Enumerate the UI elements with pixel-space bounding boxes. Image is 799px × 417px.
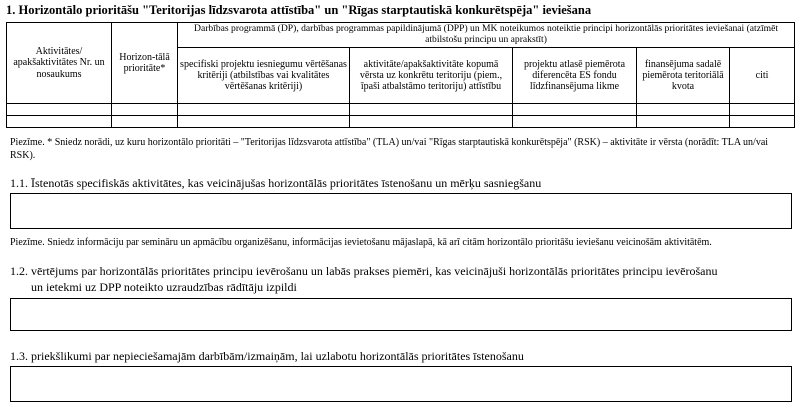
table-cell[interactable] xyxy=(637,104,730,116)
section-1-1-title: 1.1. Īstenotās specifiskās aktivitātes, kas veicinājušas horizontālās prioritātes īstenošanu un mērķu sasniegšanu xyxy=(10,176,542,190)
table-cell[interactable] xyxy=(350,116,513,128)
section-heading: 1. Horizontālo prioritāšu "Teritorijas līdzsvarota attīstība" un "Rīgas starptautiskā konkurētspēja" ieviešana xyxy=(6,3,592,17)
table-row xyxy=(7,116,795,128)
subheader-quota: finansējuma sadalē piemērota teritoriālā kvota xyxy=(637,48,730,104)
table-cell[interactable] xyxy=(7,116,112,128)
subheader-criteria: specifiski projektu iesniegumu vērtēšanas kritēriji (atbilstības vai kvalitātes vērtēšanas kritēriji) xyxy=(178,48,350,104)
subheader-territory: aktivitāte/apakšaktivitāte kopumā vērsta uz konkrētu teritoriju (piem., īpaši atbalstāmo teritoriju) attīstību xyxy=(350,48,513,104)
section-1-2-title xyxy=(10,264,790,295)
section-1-3-textbox[interactable] xyxy=(10,366,792,402)
table-cell[interactable] xyxy=(730,104,795,116)
table-cell[interactable] xyxy=(637,116,730,128)
subheader-other: citi xyxy=(730,48,795,104)
table-cell[interactable] xyxy=(178,104,350,116)
section-1-2-line-2: un ietekmi uz DPP noteikto uzraudzības rādītāju izpildi xyxy=(31,279,297,294)
header-activity: Aktivitātes/ apakšaktivitātes Nr. un nosaukums xyxy=(7,23,112,104)
table-cell[interactable] xyxy=(178,116,350,128)
section-1-2-textbox[interactable] xyxy=(10,298,792,331)
table-cell[interactable] xyxy=(112,116,178,128)
table-cell[interactable] xyxy=(350,104,513,116)
table-row xyxy=(7,104,795,116)
section-1-2-line-1: 1.2. vērtējums par horizontālās prioritātes principu ievērošanu un labās prakses piemēri, kas veicinājuši horizontālās prioritātes principu ievērošanu xyxy=(10,264,718,278)
priorities-table xyxy=(6,22,795,128)
note-priority: Piezīme. * Sniedz norādi, uz kuru horizontālo prioritāti – "Teritorijas līdzsvarota attīstība" (TLA) un/vai "Rīgas starptautiskā konkurētspēja" (RSK) – aktivitāte ir vērsta (norādīt: TLA un/vai RSK). xyxy=(10,137,769,161)
table-cell[interactable] xyxy=(7,104,112,116)
header-priority: Horizon-tālā prioritāte* xyxy=(112,23,178,104)
table-cell[interactable] xyxy=(730,116,795,128)
section-1-1-textbox[interactable] xyxy=(10,193,792,229)
note-activities: Piezīme. Sniedz informāciju par semināru un apmācību organizēšanu, informācijas ievietošanu mājaslapā, kā arī citām horizontālo prioritāšu ieviešanu veicinošām aktivitātēm. xyxy=(10,237,712,248)
table-cell[interactable] xyxy=(513,104,637,116)
subheader-cofinancing: projektu atlasē piemērota diferencēta ES fondu līdzfinansējuma likme xyxy=(513,48,637,104)
section-1-3-title: 1.3. priekšlikumi par nepieciešamajām darbībām/izmaiņām, lai uzlabotu horizontālās prioritātes īstenošanu xyxy=(10,349,524,363)
table-cell[interactable] xyxy=(513,116,637,128)
table-cell[interactable] xyxy=(112,104,178,116)
header-principles-group: Darbības programmā (DP), darbības programmas papildinājumā (DPP) un MK noteikumos noteiktie principi horizontālās prioritātes ieviešanai (atzīmēt atbilstošu principu un aprakstīt) xyxy=(178,23,795,48)
